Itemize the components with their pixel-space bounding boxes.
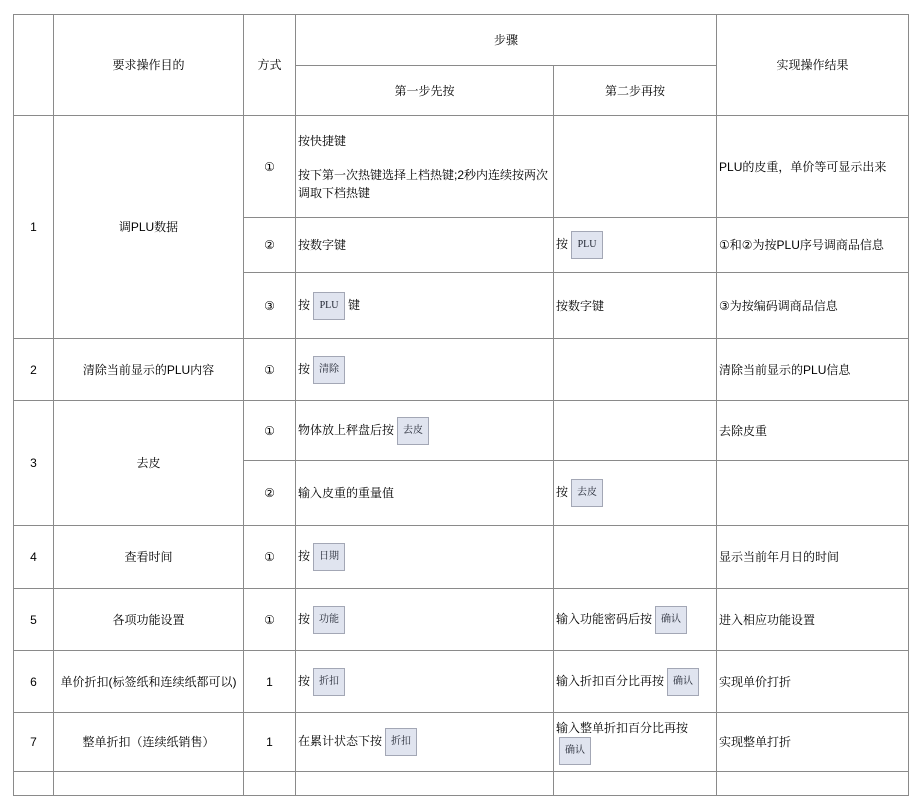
table-row (14, 401, 909, 461)
operation-purpose: 清除当前显示的PLU内容 (54, 339, 244, 401)
tare-key: 去皮 (571, 479, 603, 507)
method-number: 1 (244, 651, 296, 713)
row-index: 7 (14, 713, 54, 772)
step2-cell (554, 339, 717, 401)
discount-key: 折扣 (385, 728, 417, 756)
row-index: 4 (14, 526, 54, 589)
method-number: ② (244, 218, 296, 273)
operation-instruction-table (13, 14, 909, 796)
step1-cell: 按 PLU 键 (296, 273, 554, 339)
step1-cell: 按 功能 (296, 589, 554, 651)
empty-cell (14, 772, 54, 796)
step1-cell: 输入皮重的重量值 (296, 461, 554, 526)
empty-cell (296, 772, 554, 796)
row-index: 3 (14, 401, 54, 526)
discount-key: 折扣 (313, 668, 345, 696)
step2-cell: 按数字键 (554, 273, 717, 339)
table-header (14, 15, 909, 116)
step1-cell: 按 折扣 (296, 651, 554, 713)
function-key: 功能 (313, 606, 345, 634)
table-body (14, 116, 909, 796)
step1-cell: 按快捷键 按下第一次热键选择上档热键;2秒内连续按两次调取下档热键 (296, 116, 554, 218)
row-index: 5 (14, 589, 54, 651)
result-cell: 去除皮重 (717, 401, 909, 461)
result-cell: 显示当前年月日的时间 (717, 526, 909, 589)
plu-key: PLU (313, 292, 345, 320)
step1-cell: 物体放上秤盘后按 去皮 (296, 401, 554, 461)
header-index (14, 15, 54, 116)
result-cell (717, 461, 909, 526)
method-number: ① (244, 589, 296, 651)
step2-cell: 输入功能密码后按 确认 (554, 589, 717, 651)
result-cell: ①和②为按PLU序号调商品信息 (717, 218, 909, 273)
operation-purpose: 单价折扣(标签纸和连续纸都可以) (54, 651, 244, 713)
step1-cell: 按数字键 (296, 218, 554, 273)
step2-cell (554, 116, 717, 218)
plu-key: PLU (571, 231, 603, 259)
header-result: 实现操作结果 (717, 15, 909, 116)
method-number: ① (244, 526, 296, 589)
operation-purpose: 查看时间 (54, 526, 244, 589)
header-step1: 第一步先按 (296, 66, 554, 116)
tare-key: 去皮 (397, 417, 429, 445)
empty-cell (554, 772, 717, 796)
step1-cell: 按 日期 (296, 526, 554, 589)
operation-purpose: 各项功能设置 (54, 589, 244, 651)
operation-purpose: 去皮 (54, 401, 244, 526)
confirm-key: 确认 (655, 606, 687, 634)
confirm-key: 确认 (667, 668, 699, 696)
header-step2: 第二步再按 (554, 66, 717, 116)
method-number: ① (244, 401, 296, 461)
step2-cell (554, 401, 717, 461)
result-cell: ③为按编码调商品信息 (717, 273, 909, 339)
result-cell: 实现整单打折 (717, 713, 909, 772)
method-number: ② (244, 461, 296, 526)
row-index: 6 (14, 651, 54, 713)
step2-cell: 按 PLU (554, 218, 717, 273)
table-row (14, 651, 909, 713)
result-cell: 清除当前显示的PLU信息 (717, 339, 909, 401)
header-row-top (14, 15, 909, 66)
header-steps: 步骤 (296, 15, 717, 66)
method-number: 1 (244, 713, 296, 772)
row-index: 2 (14, 339, 54, 401)
result-cell: 进入相应功能设置 (717, 589, 909, 651)
method-number: ① (244, 116, 296, 218)
step1-cell: 在累计状态下按 折扣 (296, 713, 554, 772)
method-number: ① (244, 339, 296, 401)
empty-cell (54, 772, 244, 796)
step2-cell: 输入整单折扣百分比再按确认 (554, 713, 717, 772)
header-method: 方式 (244, 15, 296, 116)
table-row (14, 589, 909, 651)
table-row (14, 339, 909, 401)
table-row (14, 713, 909, 772)
result-cell: 实现单价打折 (717, 651, 909, 713)
partial-row (14, 772, 909, 796)
method-number: ③ (244, 273, 296, 339)
date-key: 日期 (313, 543, 345, 571)
empty-cell (244, 772, 296, 796)
step2-cell (554, 526, 717, 589)
clear-key: 清除 (313, 356, 345, 384)
row-index: 1 (14, 116, 54, 339)
result-cell: PLU的皮重，单价等可显示出来 (717, 116, 909, 218)
operation-purpose: 调PLU数据 (54, 116, 244, 339)
table-row (14, 526, 909, 589)
table-row (14, 116, 909, 218)
empty-cell (717, 772, 909, 796)
operation-purpose: 整单折扣（连续纸销售） (54, 713, 244, 772)
step1-cell: 按 清除 (296, 339, 554, 401)
confirm-key: 确认 (559, 737, 591, 765)
paragraph-gap (298, 150, 551, 166)
header-purpose: 要求操作目的 (54, 15, 244, 116)
step2-cell: 按 去皮 (554, 461, 717, 526)
step2-cell: 输入折扣百分比再按 确认 (554, 651, 717, 713)
